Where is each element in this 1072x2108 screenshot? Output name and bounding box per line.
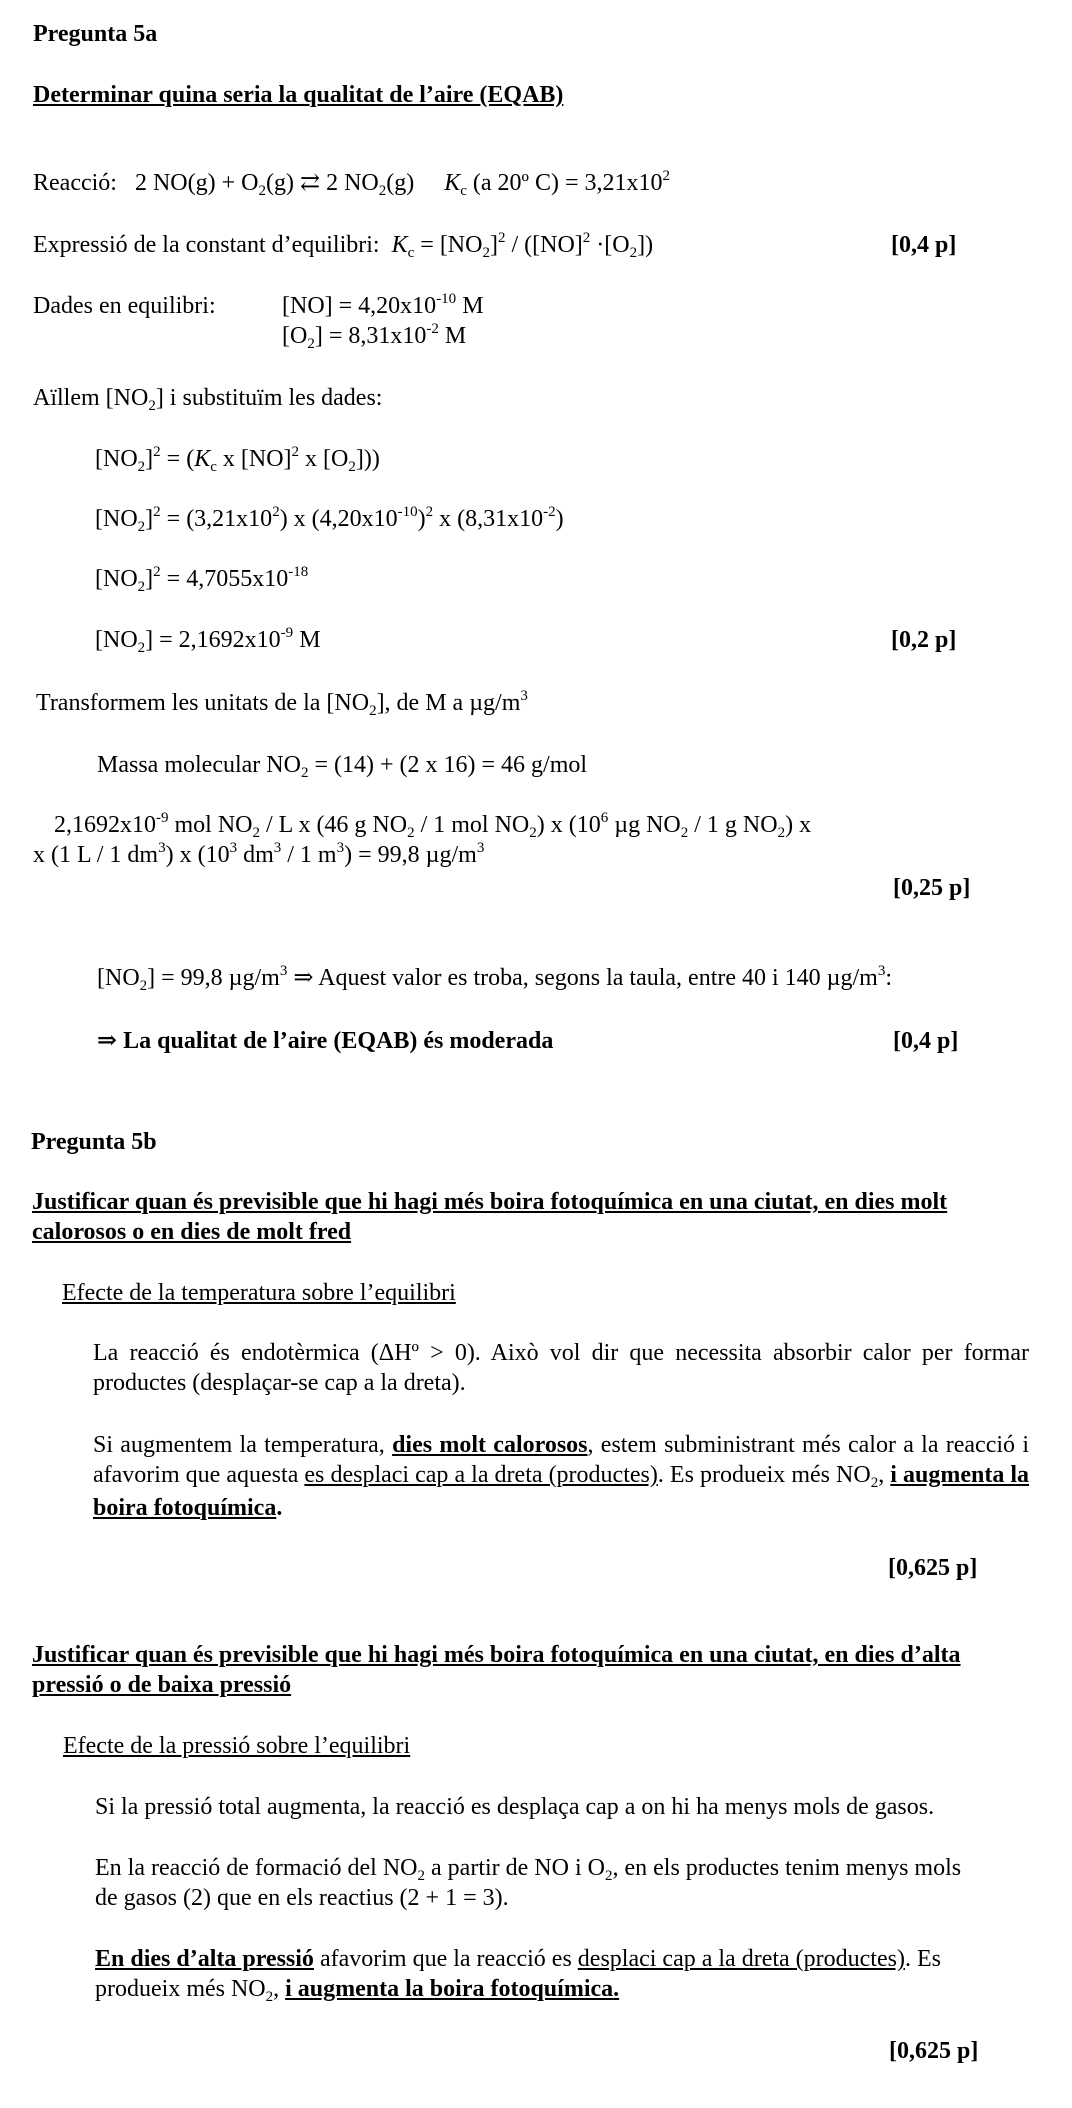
high-pressure-text: afavorim que la reacció es	[313, 1946, 578, 1972]
shift-right-underline: es desplaci cap a la dreta (productes)	[304, 1462, 658, 1488]
molar-mass-line: Massa molecular $NO_2 = (14) + (2$ x 16) = 46 g/mol	[97, 752, 588, 781]
moles-paragraph-line-1: En la reacció de formació del $NO_2$ a partir de NO i $O_2$, en els productes tenim menys mols	[95, 1855, 962, 1884]
o2-concentration-exponent: -2	[426, 321, 439, 337]
temperature-subheading: Efecte de la temperatura sobre l’equilibri	[62, 1280, 456, 1306]
unit-conversion-line-1: $2,1692x10^{-9}$ mol $NO_2$ / L x (46 g $NO_2 / 1$ mol $NO_2$) x ($10^6$ µg $NO_2 / 1$ g $NO_2$) x	[54, 810, 812, 841]
conclusion-line: $[NO_2] = 99,8$ $\mu g/m^3$ ⇒ Aquest valor es troba, segons la taula, entre 40 i 140 $\mu g/m^3$:	[97, 963, 893, 994]
question-5a-heading: Pregunta 5a	[33, 21, 158, 47]
equation-1: $[NO_2]^2 = (K_c$ x [NO]$^2$ x $[O_2]$))	[95, 444, 380, 475]
pressure-paragraph: Si la pressió total augmenta, la reacció es desplaça cap a on hi ha menys mols de gasos.	[95, 1794, 935, 1820]
high-pressure-emphasis: En dies d’alta pressió	[95, 1946, 314, 1972]
reaction-temp: (a 20º C) = 3,21x10	[472, 170, 663, 196]
transform-text: Transformem les unitats de la [NO	[36, 690, 370, 716]
temperature-paragraph-text: Si augmentem la temperatura,	[93, 1432, 385, 1458]
moles-paragraph-line-2: de gasos (2) que en els reactius (2 + 1 = 3).	[95, 1885, 509, 1911]
question-5b-title-1: Justificar quan és previsible que hi hagi més boira fotoquímica en una ciutat, en dies molt	[32, 1189, 948, 1215]
equation-2: $[NO_2]^2 = (3,21x10^2)$ x $(4,20x10^{-10})^2$ x $(8,31x10^{-2})$	[95, 504, 564, 535]
constant-expression: Expressió de la constant d’equilibri: $K_c = [NO_2]^2 / ([NO]^2 \cdot[O_2])$	[33, 230, 654, 261]
temperature-paragraph: Si augmentem la temperatura, dies molt calorosos, estem subministrant més calor a la reacció i afavorim que aquesta es desplaci cap a la dreta (productes). Es produeix més $NO_2$, i augmenta la boira fotoquímica.	[93, 1432, 1030, 1521]
transform-line: Transformem les unitats de la $[NO_2]$, de M a $\mu g/m^3$	[36, 688, 528, 719]
temperature-paragraph-text-2: , estem subministrant més calor a la reacció i afavorim que aquesta	[93, 1432, 1029, 1488]
smog-increase-emphasis-2: i augmenta la boira fotoquímica	[285, 1976, 614, 2002]
high-pressure-text-3: produeix més NO	[95, 1976, 266, 2002]
equation-3: $[NO_2]^2 = 4,7055x10^{-18}$	[95, 564, 309, 595]
constant-expression-label: Expressió de la constant d’equilibri:	[33, 232, 380, 258]
data-label: Dades en equilibri:	[33, 293, 216, 319]
question-5b-heading: Pregunta 5b	[31, 1129, 157, 1155]
temperature-paragraph-text-3: . Es produeix més NO	[657, 1462, 871, 1488]
moles-text-2: a partir de NO i O	[425, 1855, 605, 1881]
o2-concentration: $[O_2] = 8,31x10^{-2}$ M	[282, 321, 467, 352]
endothermic-paragraph: La reacció és endotèrmica (ΔHº > 0). Això vol dir que necessita absorbir calor per formar productes (desplaçar-se cap a la dreta).	[93, 1340, 1029, 1396]
final-answer: ⇒ La qualitat de l’aire (EQAB) és moderada	[97, 1028, 554, 1054]
points-label: [0,4 p]	[891, 232, 957, 258]
o2-concentration-value: ] = 8,31x10	[314, 323, 427, 349]
no2-result-exponent: -9	[280, 625, 294, 641]
reaction-line: Reacció: 2 $NO(g) + O_2(g)$ ⇄ 2 $NO_2(g)$ $K_c$ (a 20º $C) = 3,21x10^2$	[33, 168, 671, 199]
no-concentration-exponent: -10	[436, 291, 457, 307]
conclusion-text: ⇒ Aquest valor es troba, segons la taula, entre 40 i 140 µg/m	[287, 965, 878, 991]
question-5b-title-2-line-2: pressió o de baixa pressió	[32, 1672, 292, 1698]
smog-increase-emphasis: i augmenta la boira fotoquímica	[93, 1462, 1030, 1521]
high-pressure-text-2: . Es	[904, 1946, 941, 1972]
question-5b-title-2: Justificar quan és previsible que hi hagi més boira fotoquímica en una ciutat, en dies d’alta	[32, 1642, 961, 1668]
points-label: [0,625 p]	[889, 2038, 979, 2064]
unit-conversion-line-2: x (1 L / 1 $dm^3$) x ($10^3$ $dm^3 / 1$ $m^3) = 99,8$ $\mu g/m^3$	[33, 840, 485, 868]
isolate-line: Aïllem $[NO_2]$ i substituïm les dades:	[33, 385, 383, 414]
equation-4: $[NO_2] = 2,1692x10^{-9}$ M	[95, 625, 321, 656]
shift-right-underline-2: desplaci cap a la dreta (productes)	[577, 1946, 905, 1972]
transform-text-tail: ], de M a µg/m	[376, 690, 521, 716]
no-concentration-value: [NO] = 4,20x10	[282, 293, 437, 319]
pressure-subheading: Efecte de la pressió sobre l’equilibri	[63, 1733, 411, 1759]
molar-mass-tail: = (14) + (2 x 16) = 46 g/mol	[308, 752, 588, 778]
question-5a-title: Determinar quina seria la qualitat de l’aire (EQAB)	[33, 82, 564, 108]
no2-result-value: ] = 2,1692x10	[145, 627, 281, 653]
no-concentration: $[NO] = 4,20x10^{-10}$ M	[282, 291, 484, 319]
molar-mass-text: Massa molecular NO	[97, 752, 301, 778]
reaction-label: Reacció:	[33, 170, 117, 196]
moles-text-1: En la reacció de formació del NO	[95, 1855, 418, 1881]
hot-days-emphasis: dies molt calorosos	[392, 1432, 588, 1458]
points-label: [0,25 p]	[893, 875, 971, 901]
points-label: [0,2 p]	[891, 627, 957, 653]
high-pressure-line-1	[95, 1944, 941, 1974]
isolate-text: Aïllem [NO	[33, 385, 149, 411]
points-label: [0,4 p]	[893, 1028, 959, 1054]
isolate-text-tail: ] i substituïm les dades:	[155, 385, 383, 411]
high-pressure-line-2: produeix més $NO_2$, i augmenta la boira fotoquímica.	[95, 1976, 620, 2005]
moles-text-3: , en els productes tenim menys mols	[612, 1855, 962, 1881]
points-label: [0,625 p]	[888, 1555, 978, 1581]
question-5b-title-1-line-2: calorosos o en dies de molt fred	[32, 1219, 352, 1245]
